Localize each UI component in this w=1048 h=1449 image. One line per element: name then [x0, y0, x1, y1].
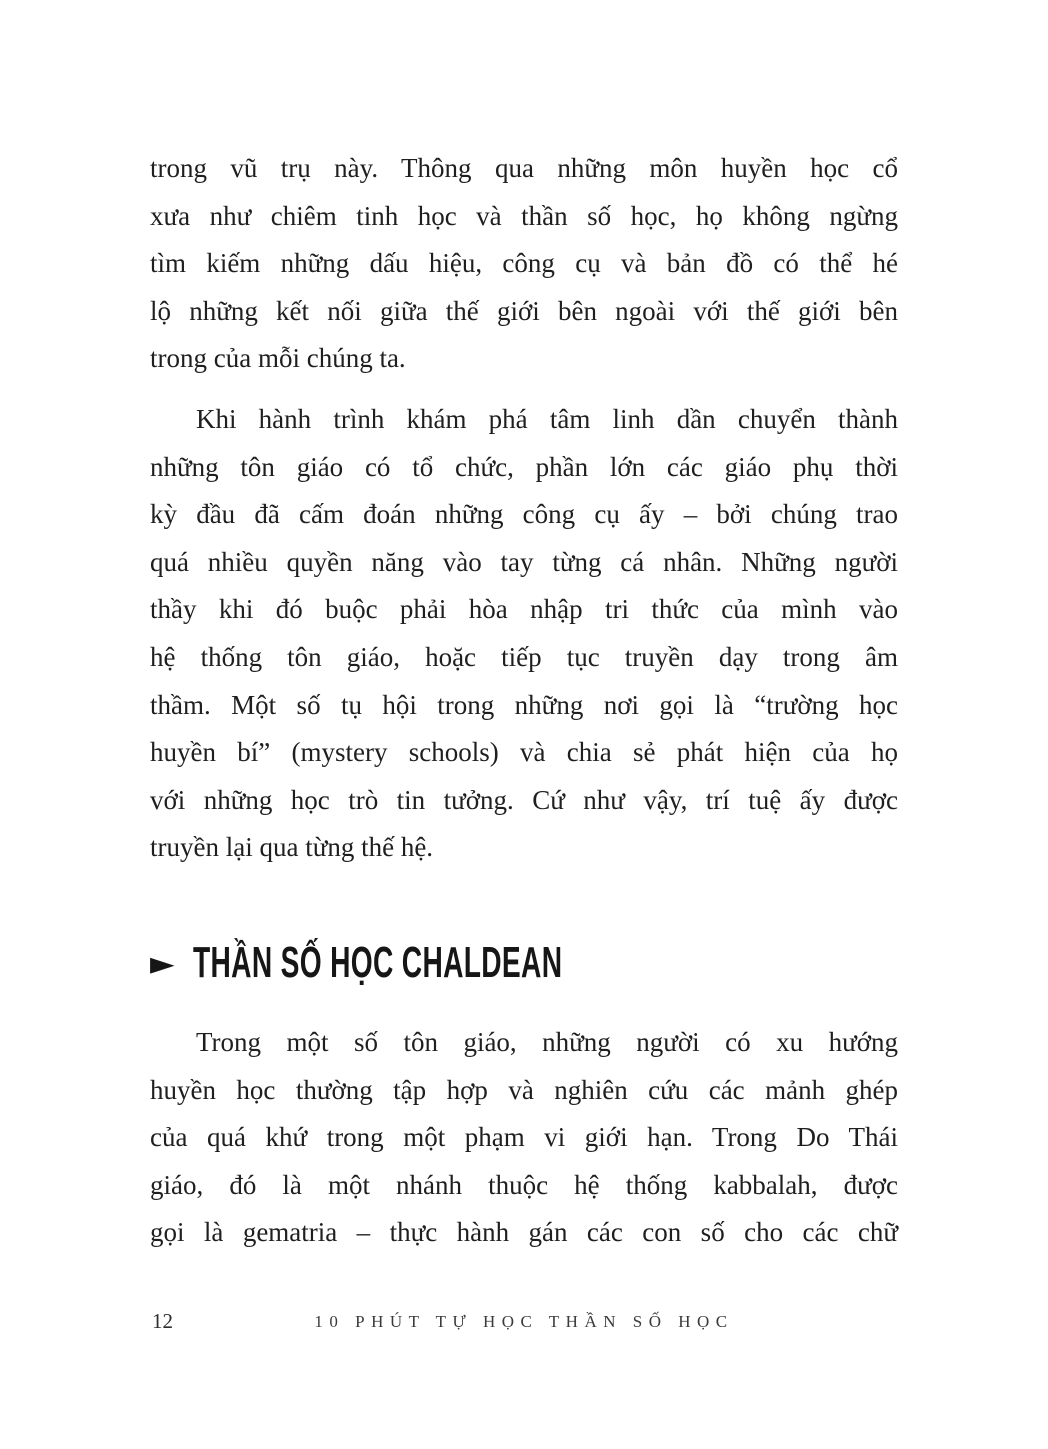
body-line: với những học trò tin tưởng. Cứ như vậy, trí tuệ ấy được — [150, 784, 898, 815]
body-line: thầy khi đó buộc phải hòa nhập tri thức của mình vào — [150, 594, 898, 625]
body-line: Trong một số tôn giáo, những người có xu hướng — [196, 1026, 898, 1057]
section-heading-text: THẦN SỐ HỌC CHALDEAN — [192, 937, 562, 987]
body-line: tìm kiếm những dấu hiệu, công cụ và bản đồ có thể hé — [150, 248, 898, 279]
page-body — [150, 145, 898, 1270]
body-line: xưa như chiêm tinh học và thần số học, họ không ngừng — [150, 200, 898, 231]
body-line: Khi hành trình khám phá tâm linh dần chuyển thành — [196, 403, 898, 434]
body-line: huyền bí” (mystery schools) và chia sẻ phát hiện của họ — [150, 737, 898, 768]
paragraph — [150, 145, 898, 383]
body-line: lộ những kết nối giữa thế giới bên ngoài với thế giới bên — [150, 295, 898, 326]
body-line: những tôn giáo có tổ chức, phần lớn các giáo phụ thời — [150, 451, 898, 482]
body-line: trong vũ trụ này. Thông qua những môn huyền học cổ — [150, 153, 898, 183]
running-title: 10 PHÚT TỰ HỌC THẦN SỐ HỌC — [314, 1312, 734, 1331]
body-line: huyền học thường tập hợp và nghiên cứu các mảnh ghép — [150, 1074, 898, 1105]
body-line: gọi là gematria – thực hành gán các con số cho các chữ — [150, 1217, 898, 1248]
page-footer — [0, 1308, 1048, 1340]
body-line: thầm. Một số tụ hội trong những nơi gọi là “trường học — [150, 689, 898, 720]
body-line: quá nhiều quyền năng vào tay từng cá nhân. Những người — [150, 546, 898, 577]
body-line: kỳ đầu đã cấm đoán những công cụ ấy – bởi chúng trao — [150, 499, 898, 530]
arrow-right-icon: ► — [150, 943, 175, 982]
section-heading — [150, 937, 898, 987]
paragraph — [150, 396, 898, 872]
body-line: giáo, đó là một nhánh thuộc hệ thống kabbalah, được — [150, 1169, 898, 1200]
body-line: truyền lại qua từng thế hệ. — [150, 832, 434, 863]
body-line: trong của mỗi chúng ta. — [150, 343, 406, 374]
body-line: của quá khứ trong một phạm vi giới hạn. Trong Do Thái — [150, 1122, 898, 1153]
body-line: hệ thống tôn giáo, hoặc tiếp tục truyền dạy trong âm — [150, 641, 898, 672]
paragraph — [150, 1019, 898, 1257]
page-number: 12 — [152, 1309, 173, 1333]
